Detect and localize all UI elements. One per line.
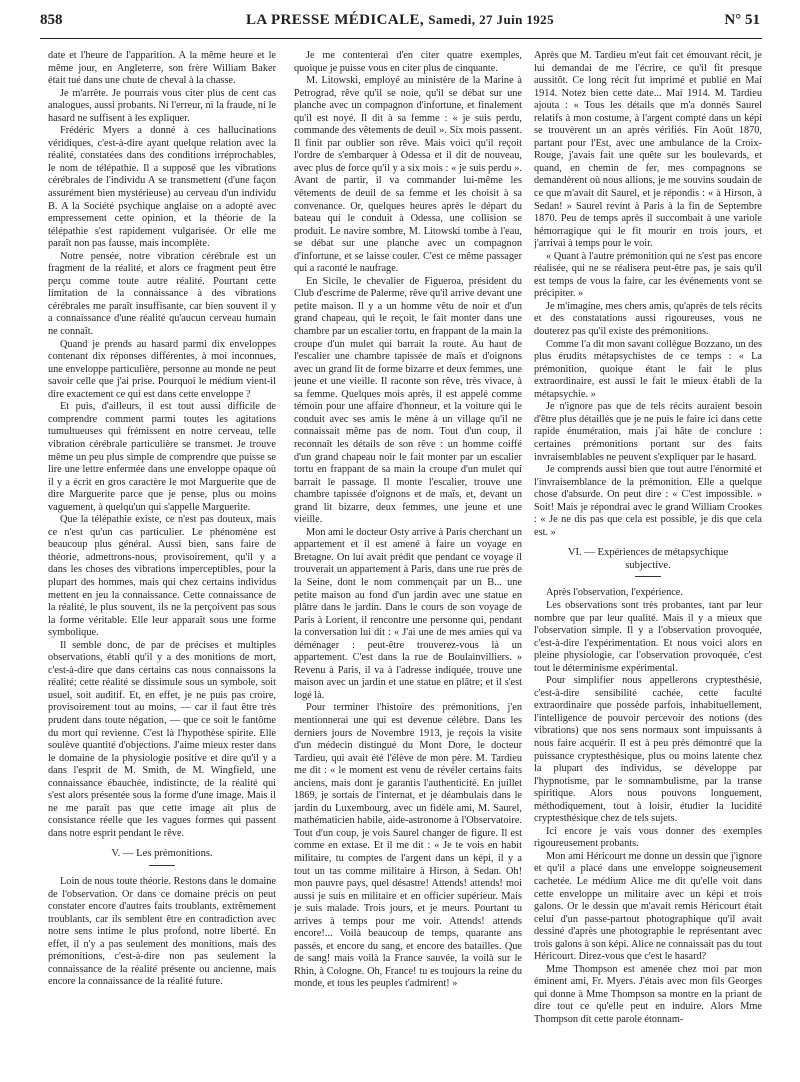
paragraph: Mme Thompson est amenée chez moi par mon éminent ami, Fr. Myers. J'étais avec mon fils Georges qui donne à Mme Thompson sa montre en la priant de dire tout ce qu'elle peut en induire. Alors Mme Thompson dit cette parole étonnam- xyxy=(534,963,762,1026)
paragraph: En Sicile, le chevalier de Figueroa, président du Club d'escrime de Palerme, rêve qu'il arrive devant une petite maison. Il y a un homme vêtu de noir et d'un grand chapeau, qui le reçoit, le fait monter dans une chambre par un escalier tortu, en frappant de la main la croupe d'un mulet qui barrait la route. Au haut de l'escalier une chambre tapissée de maïs et d'oignons avec un grand lit de forme bizarre et deux femmes, une jeune et une vieille. Il raconte son rêve, très vivace, à sa femme. Quelques mois après, il est appelé comme témoin pour une affaire d'honneur, et la voiture qui le conduit avec ses amis le mène à un village qu'il ne connaissait même pas de nom. Tout d'un coup, il reconnaît les détails de son rêve : un homme coiffé d'un grand chapeau noir le fait monter par un escalier tortu en frappant de sa main la croupe d'un mulet qui barrait le passage. Il monte l'escalier, trouve une chambre tapissée d'oignons et de maïs, et, devant un grand lit bizarre, deux femmes, une jeune et une vieille. xyxy=(294,275,522,526)
paragraph: « Quant à l'autre prémonition qui ne s'est pas encore réalisée, qui ne se réalisera peut-être pas, je sais qu'il est temps de vous la faire, car les événements vont se précipiter. » xyxy=(534,250,762,300)
header-rule xyxy=(40,38,762,39)
column-3 xyxy=(534,50,762,1074)
paragraph: Je me contenterai d'en citer quatre exemples, quoique je puisse vous en citer plus de cinquante. xyxy=(294,50,522,74)
paragraph: M. Litowski, employé au ministère de la Marine à Petrograd, rêve qu'il se noie, qu'il se débat sur une planche avec un compagnon d'infortune, et finalement qu'il est noyé. Il dit à sa femme : « je suis perdu, commande des vêtements de deuil ». Six mois passent. Il finit par oublier son rêve. Mais voici qu'il reçoit l'ordre de s'embarquer à Odessa et il dit de nouveau, avec plus de force qu'il y a six mois : « je suis perdu ». Avant de partir, il va commander lui-même les vêtements de deuil de sa femme et les choisit à sa convenance. Or, quelques heures après le départ du bateau qui le conduit à Odessa, une collision se produit. Le navire sombre, M. Litowski tombe à l'eau, se débat sur une planche avec un compagnon d'infortune, et se laisse couler. C'est ce même passager qui a raconté le naufrage. xyxy=(294,75,522,275)
page-number: 858 xyxy=(40,12,63,28)
paragraph: Loin de nous toute théorie. Restons dans le domaine de l'observation. Or dans ce domaine précis on peut constater encore d'autres faits troublants, extrêmement troublants, car ils semblent être en contradiction avec notre sens intime le plus profond, notre liberté. En effet, il n'y a pas seulement des monitions, mais des prémonitions, c'est-à-dire non pas seulement la connaissance de la réalité présente ou ancienne, mais encore la connaissance de la réalité future. xyxy=(48,876,276,988)
section-divider xyxy=(149,865,175,866)
page-header xyxy=(40,12,760,32)
paragraph: Pour terminer l'histoire des prémonitions, j'en mentionnerai une qui est devenue célèbre. Dans les derniers jours de Novembre 1913, je reçois la visite d'un médecin distingué du Mont Dore, le docteur Tardieu, qui avait été l'élève de mon père. M. Tardieu me dit : « le moment est venu de révéler certains faits anciens, mais dont je garantis l'authenticité. En juillet 1869, je sortais de l'internat, et je déambulais dans le jardin du Luxembourg, avec un fidèle ami, M. Saurel, mathématicien habile, aide-astronome à l'Observatoire. Tout d'un coup, je vois Saurel changer de figure. Il est comme en extase. Et il me dit : « Je te vois en habit militaire, tu comptes de l'argent dans un képi, il y a tout un tas comme militaire à Hirson, à Sedan. Oh! mon pauvre pays, quel désastre! Attends! attends! moi aussi je suis en militaire et en officier supérieur. Mais je suis malade. Trois jours, et je meurs. Pourtant tu arrives à temps pour me voir. Attends! attends encore!... Voilà beaucoup de temps, quarante ans passés, et encore du sang, et encore des batailles. Que de sang! mais voilà la France sauvée, la voilà sur le Rhin, à Cologne. Oh, France! tu es toujours la reine du monde, et tous les peuples t'admirent! » xyxy=(294,702,522,990)
paragraph: Les observations sont très probantes, tant par leur nombre que par leur qualité. Mais il y a mieux que l'observation simple. Il y a l'observation provoquée, c'est-à-dire l'expérimentation. Et nous voici alors en pleine physiologie, car l'observation provoquée, c'est tout le déterminisme expérimental. xyxy=(534,599,762,674)
paragraph: Frédéric Myers a donné à ces hallucinations véridiques, c'est-à-dire ayant quelque relation avec la réalité, constatées dans des conditions irréprochables, le nom de télépathie. Il a supposé que les vibrations cérébrales de l'individu A se transmettent (d'une façon assurément bien mystérieuse) au cerveau d'un individu B. A la Société psychique anglaise on a adopté avec empressement cette opinion, et la théorie de la télépathie s'est rapidement vulgarisée. Or elle me paraît non pas fausse, mais incomplète. xyxy=(48,125,276,250)
paragraph: date et l'heure de l'apparition. A la même heure et le même jour, en Angleterre, son frère William Baker était tué dans une chute de cheval à la chasse. xyxy=(48,50,276,87)
paragraph: Il semble donc, de par de précises et multiples observations, établi qu'il y a des monitions de mort, c'est-à-dire que dans certains cas nous connaissons la réalité; cette réalité se dissimule sous un symbole, soit usuel, soit auditif. Et, en effet, je ne puis pas croire, provisoirement tout au moins, — car il faut être très prudent dans toute négation, — que ce soit le fantôme du mort qui revienne. C'est là l'hypothèse spirite. Elle soulève quantité d'objections. J'aime mieux rester dans le domaine de la physiologie positive et dire qu'il y a dans l'esprit de M. Smith, de M. Wingfield, une connaissance ébauchée, indistincte, de la réalité qui s'est alors présentée sous la forme d'une image. Mais il ne me paraît pas que cette image ait plus de consistance réelle que les vagues formes qui passent dans notre esprit pendant le rêve. xyxy=(48,639,276,839)
paragraph: Je m'arrête. Je pourrais vous citer plus de cent cas analogues, aussi probants. Ni l'erreur, ni la fraude, ni le hasard ne suffisent à les expliquer. xyxy=(48,87,276,124)
section-title: V. — Les prémonitions. xyxy=(111,848,213,860)
paragraph: Quand je prends au hasard parmi dix enveloppes contenant dix réponses différentes, à moi inconnues, une enveloppe particulière, personne au monde ne peut savoir celle que j'ai prise. Pourquoi le médium vient-il dire exactement ce qui est dans cette enveloppe ? xyxy=(48,338,276,400)
paragraph: Mon ami Héricourt me donne un dessin que j'ignore et qu'il a placé dans une enveloppe soigneusement cachetée. Le médium Alice me dit qu'elle voit dans cette enveloppe un militaire avec un képi et trois galons. Or le dessin que m'avait remis Héricourt était celui d'un passe-partout photographique qu'il avait dessiné d'après une photographie le représentant avec trois galons à son képi. Alice ne connaissait pas du tout Héricourt. Direz-vous que c'est le hasard? xyxy=(534,850,762,963)
journal-name: LA PRESSE MÉDICALE, xyxy=(246,12,425,28)
column-1 xyxy=(48,50,276,1074)
paragraph: Après l'observation, l'expérience. xyxy=(546,587,683,599)
paragraph: Après que M. Tardieu m'eut fait cet émouvant récit, je lui demandai de me l'écrire, ce qu'il fit presque aussitôt. Ce long récit fut imprimé et publié en Mai 1914. Notez bien cette date... Mai 1914. M. Tardieu ajouta : « Tous les détails que m'a donnés Saurel relatifs à mon costume, à l'argent compté dans un képi se trouvèrent un an après vérifiés. Fin Août 1870, partant pour l'Est, avec une ambulance de la Croix-Rouge, j'avais fait une quête sur les boulevards, et quand, en chemin de fer, mes compagnons se demandèrent où nous allions, je me souvins soudain de ce que m'avait dit Saurel, et je répondis : « à Hirson, à Sedan! » Saurel revint à Paris à la fin de Septembre 1870. Peu de temps après il succombait à une variole hémorragique qui le fit mourir en trois jours, et j'arrivai à temps pour le voir. xyxy=(534,50,762,250)
paragraph: Notre pensée, notre vibration cérébrale est un fragment de la réalité, et alors ce fragment peut être perçu comme toute autre réalité. Pourtant cette limitation de la connaissance à des vibrations cérébrales me paraît insuffisante, car bien souvent il y a connaissance d'une réalité qu'aucun cerveau humain ne connaît. xyxy=(48,250,276,338)
journal-title xyxy=(40,12,760,29)
paragraph: Ici encore je vais vous donner des exemples rigoureusement probants. xyxy=(534,825,762,850)
paragraph: Mon ami le docteur Osty arrive à Paris cherchant un appartement et il est amené à faire un voyage en Bretagne. On lui avait prédit que pendant ce voyage il trouverait un appartement à Paris, dans une rue près de la Seine, dont le nom commençait par un B... une petite maison au fond d'un jardin avec une statue en plâtre dans le jardin. Dans le cours de son voyage de Paris à Lorient, il rencontre une personne qui, pendant la conversation lui dit : « J'ai une de mes amies qui va déménager : peut-être trouverez-vous là un appartement. C'est dans la rue de Boulainvilliers. » Revenu à Paris, il va à l'adresse indiquée, trouve une maison avec un jardin et une statue en plâtre; et il s'est logé là. xyxy=(294,526,522,701)
section-title-line-1: VI. — Expériences de métapsychique xyxy=(567,547,729,559)
issue-number: N° 51 xyxy=(724,12,760,28)
column-2 xyxy=(294,50,522,1074)
paragraph: Pour simplifier nous appellerons cryptesthésie, c'est-à-dire sensibilité cachée, cette faculté extraordinaire que possède parfois, inhabituellement, l'intelligence de pouvoir percevoir des notions (des vibrations) que nos sens normaux sont impuissants à nous faire acquérir. Il est à peu près démontré que la puissance cryptesthésique, plus ou moins latente chez la plupart des individus, se développe par l'hypnotisme, par le somnambulisme, par la transe spiritique. Alors nous pouvons longuement, méthodiquement, tout à loisir, étudier la lucidité cryptesthésique chez de tels sujets. xyxy=(534,675,762,825)
section-divider xyxy=(635,576,661,577)
paragraph: Je m'imagine, mes chers amis, qu'après de tels récits et des constatations aussi rigoureuses, vous ne douterez pas qu'il existe des prémonitions. xyxy=(534,300,762,338)
issue-date: Samedi, 27 Juin 1925 xyxy=(428,12,554,27)
paragraph: Je comprends aussi bien que tout autre l'énormité et l'invraisemblance de la prémonition. Elle a quelque chose d'absurde. On peut dire : « C'est impossible. » Soit! Mais je répondrai avec le grand William Crookes : « Je ne dis pas que cela est possible, je dis que cela est. » xyxy=(534,464,762,538)
section-title-line-2: subjective. xyxy=(625,559,671,571)
paragraph: Je n'ignore pas que de tels récits auraient besoin d'être plus détaillés que je ne puis le faire ici dans cette rapide énumération, mais j'ai hâte de conclure : certaines prémonitions portant sur des faits invraisemblables ne peuvent s'expliquer par le hasard. xyxy=(534,401,762,463)
section-heading xyxy=(48,848,276,866)
paragraph: Comme l'a dit mon savant collègue Bozzano, un des plus érudits métapsychistes de ce temps : « La prémonition, quoique étant le fait le plus extraordinaire, est aussi le fait le mieux établi de la métapsychie. » xyxy=(534,338,762,400)
section-heading xyxy=(534,547,762,577)
paragraph: Que la télépathie existe, ce n'est pas douteux, mais ce n'est qu'un cas particulier. Le phénomène est beaucoup plus général. Aussi bien, sans faire de théorie, admettrons-nous, provisoirement, qu'il y a dans les choses des vibrations imperceptibles, pour la plupart des hommes, mais qui chez certains individus mettent en jeu la connaissance. Cette connaissance de la réalité, le plus souvent, ils ne la perçoivent pas sous la forme véritable. Elle leur apparaît sous une forme symbolique. xyxy=(48,514,276,639)
paragraph: Et puis, d'ailleurs, il est tout aussi difficile de comprendre comment parmi toutes les agitations tumultueuses qui frémissent en notre cerveau, telle vibration cérébrale particulière se transmet. Je trouve même un peu plus simple de comprendre que puisse se lire une lettre enfermée dans une enveloppe opaque où il y a écrit en gros caractère le mot Marguerite que de dire Marguerite parce que je pense, plus ou moins vaguement, à quelqu'un qui s'appelle Marguerite. xyxy=(48,401,276,513)
